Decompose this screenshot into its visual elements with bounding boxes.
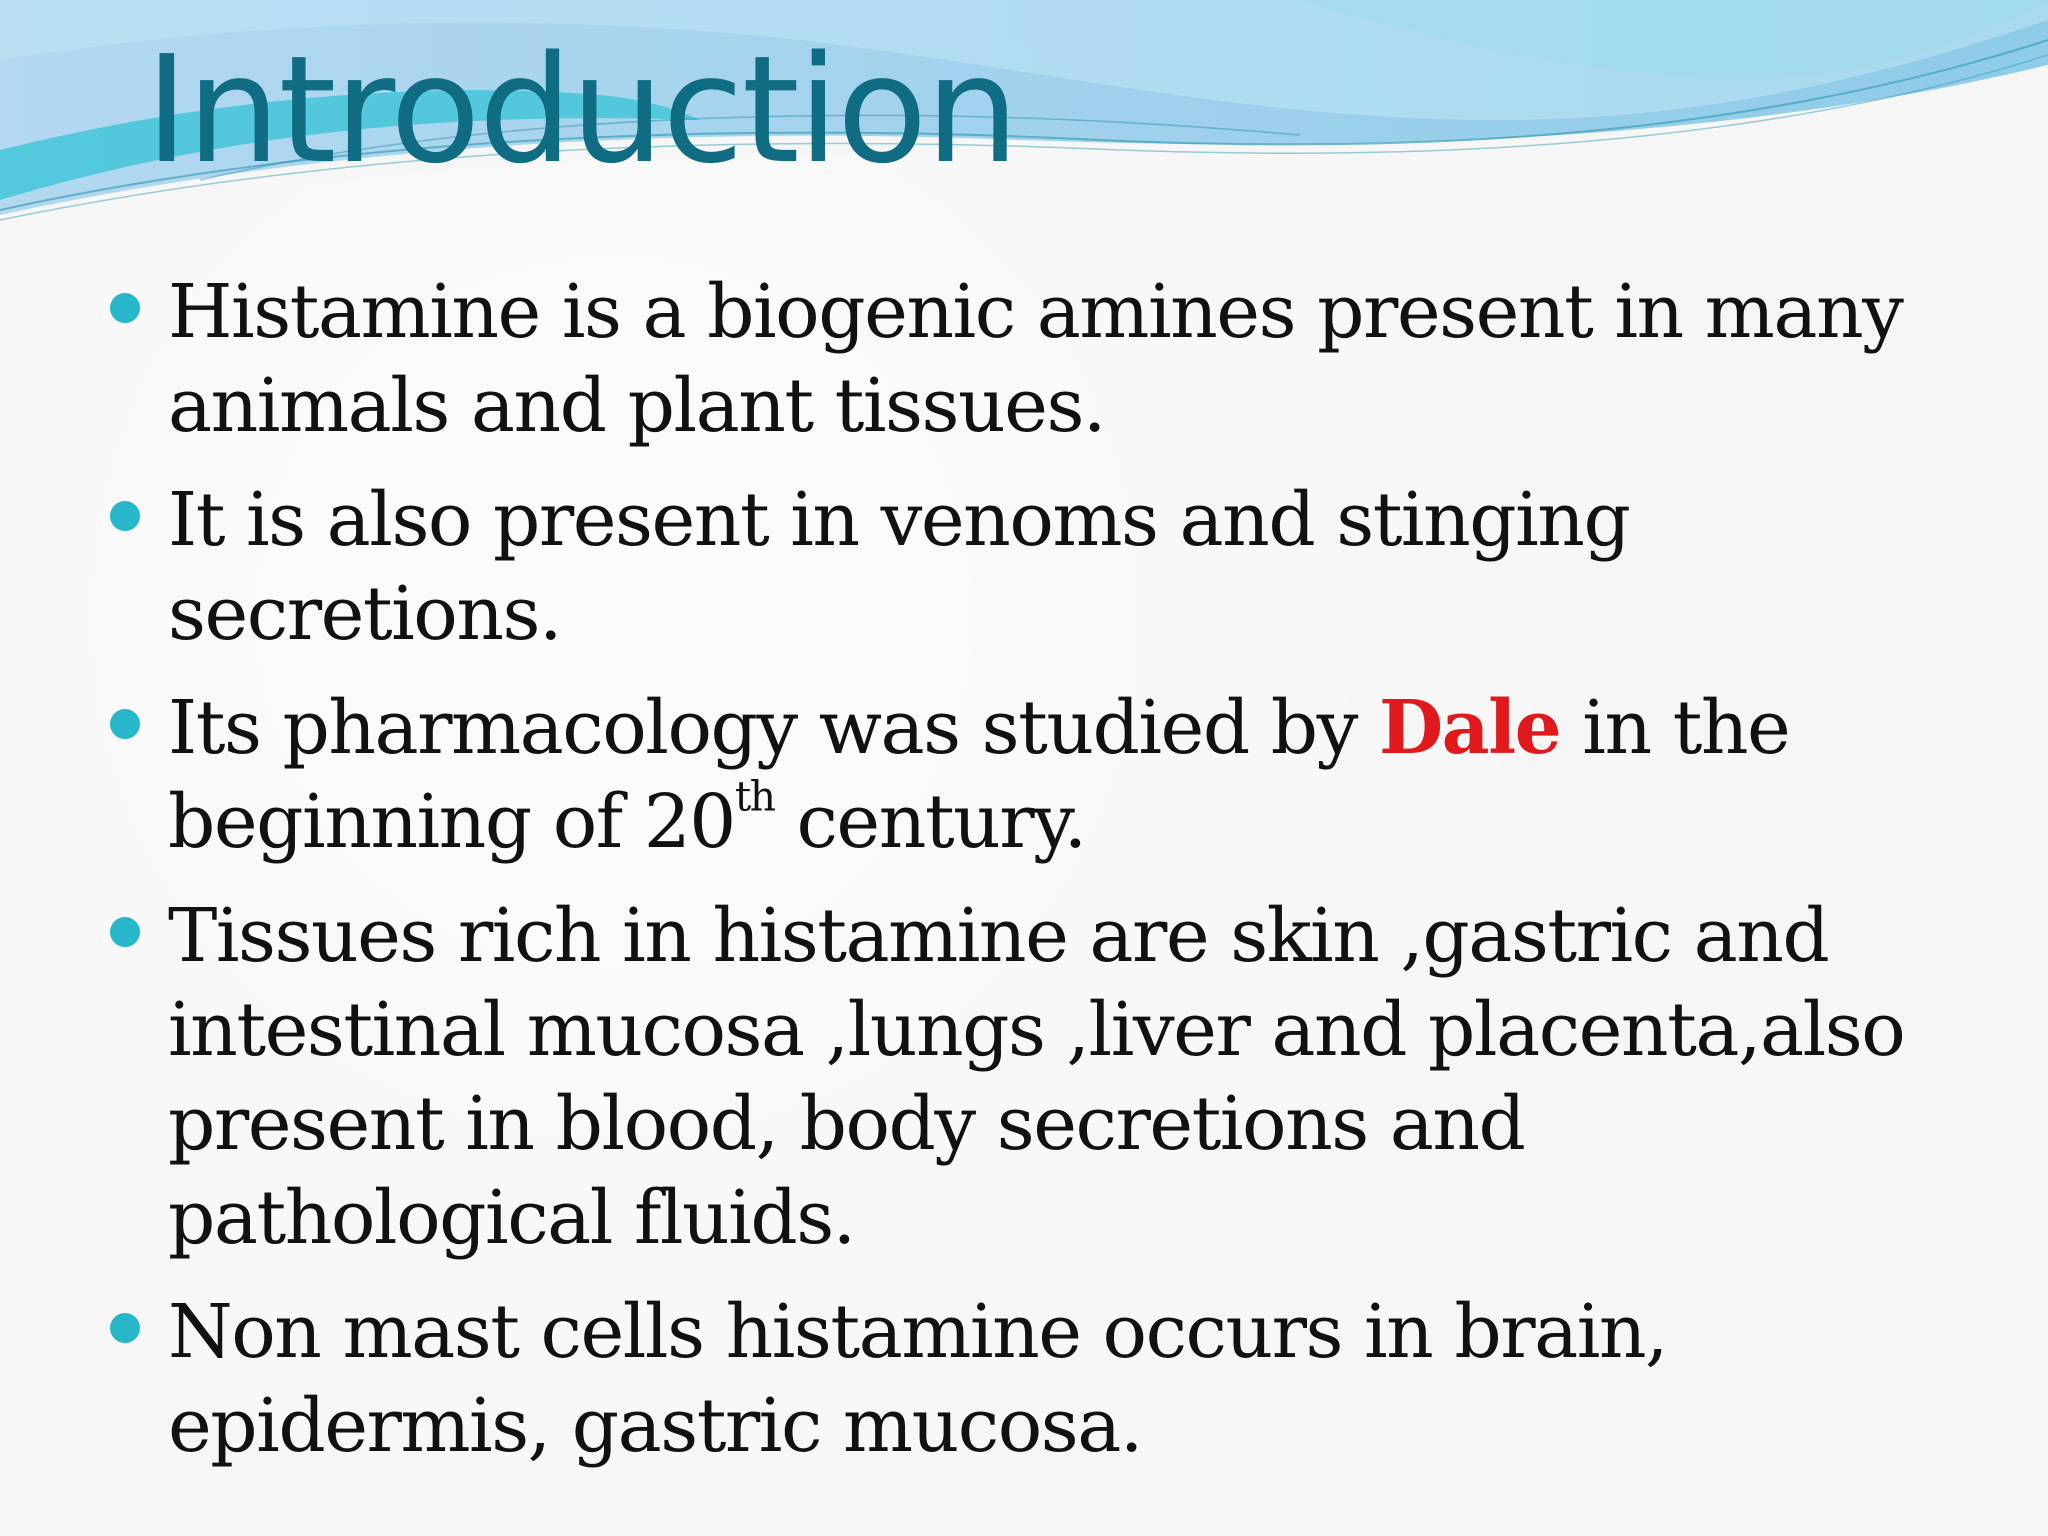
bullet-item <box>110 1285 1990 1473</box>
bullet-text: Non mast cells histamine occurs in brain, epidermis, gastric mucosa. <box>168 1289 1668 1469</box>
bullet-text: It is also present in venoms and stinging secretions. <box>168 477 1630 657</box>
bullet-list <box>110 265 1990 1493</box>
bullet-text-middle: in the beginning of 20 <box>168 685 1790 865</box>
bullet-dot-icon <box>110 709 140 739</box>
slide-title: Introduction <box>145 24 1018 196</box>
highlighted-name: Dale <box>1378 685 1561 771</box>
bullet-dot-icon <box>110 1313 140 1343</box>
bullet-item <box>110 473 1990 661</box>
bullet-item <box>110 681 1990 869</box>
bullet-dot-icon <box>110 501 140 531</box>
bullet-dot-icon <box>110 293 140 323</box>
bullet-item <box>110 889 1990 1265</box>
bullet-text: Histamine is a biogenic amines present in many animals and plant tissues. <box>168 269 1903 449</box>
bullet-dot-icon <box>110 917 140 947</box>
bullet-text: Tissues rich in histamine are skin ,gastric and intestinal mucosa ,lungs ,liver and placenta,also present in blood, body secretions and pathological fluids. <box>168 893 1905 1261</box>
bullet-text-before: Its pharmacology was studied by <box>168 685 1379 771</box>
ordinal-superscript: th <box>734 772 775 821</box>
bullet-item <box>110 265 1990 453</box>
bullet-text-after: century. <box>774 779 1086 865</box>
